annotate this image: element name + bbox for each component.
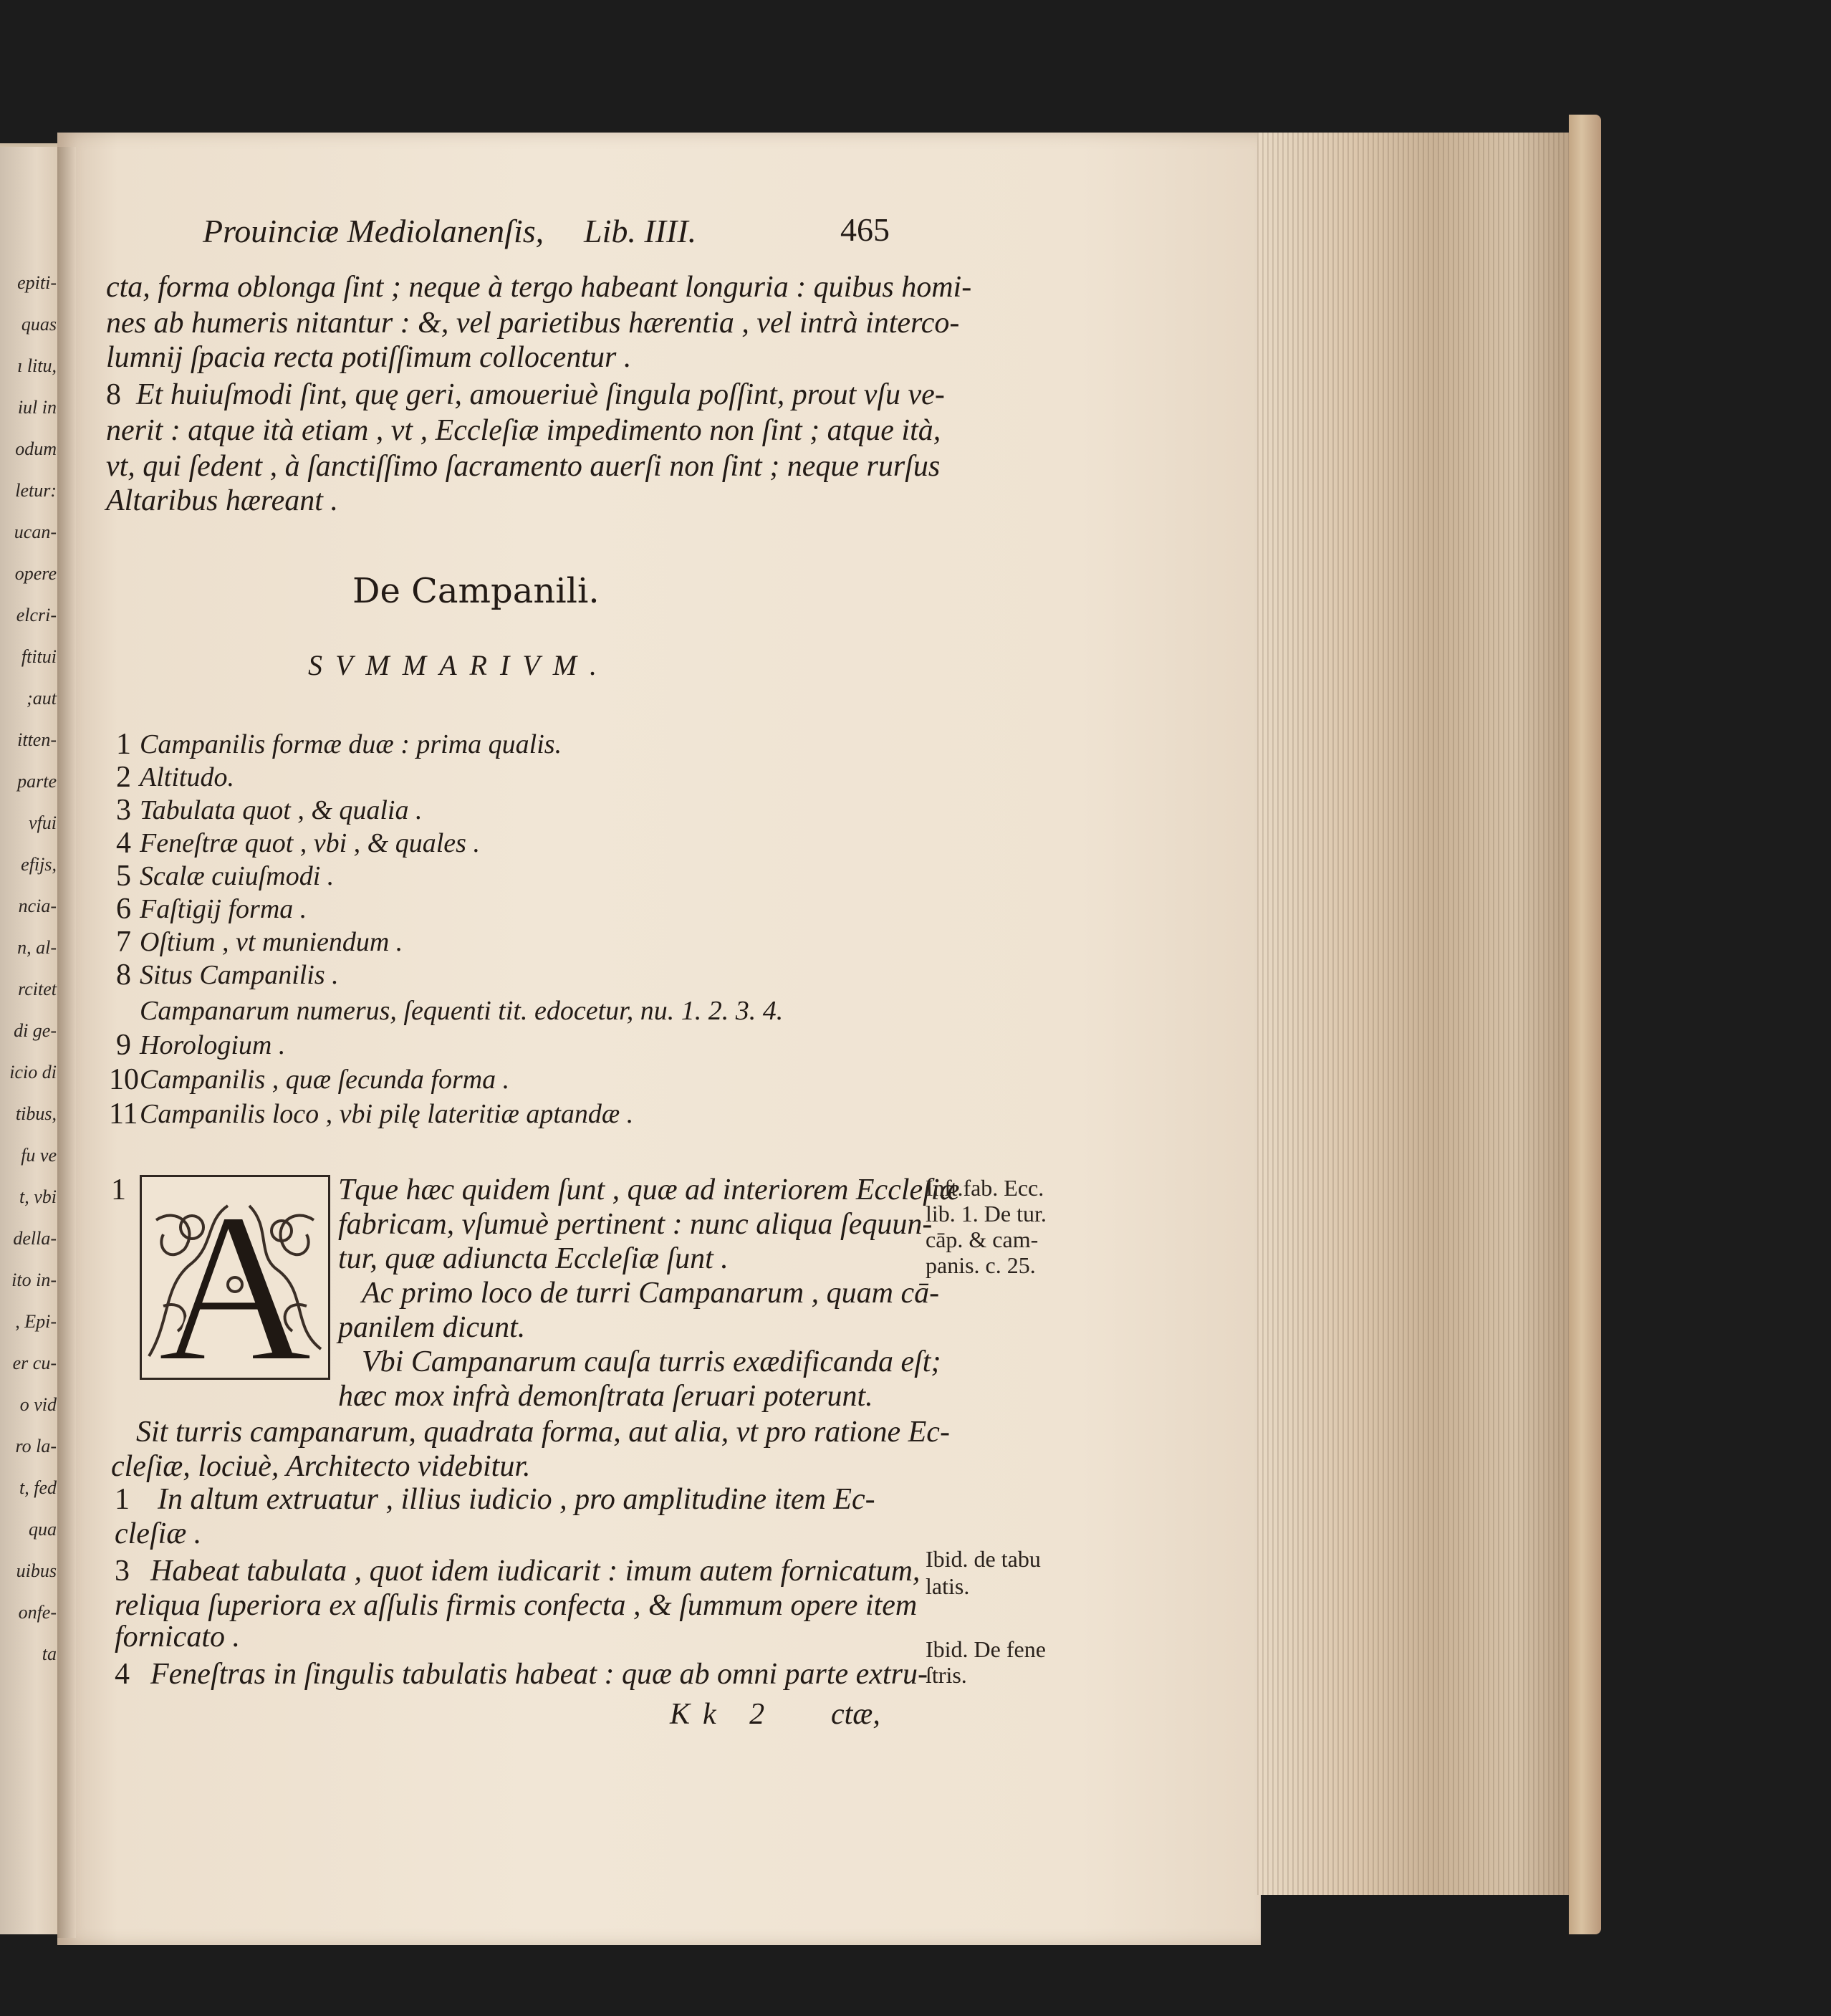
summary-item-number: 5 (116, 860, 131, 893)
body-line: Habeat tabulata , quot idem iudicarit : imum autem fornicatum, (150, 1555, 921, 1588)
body-line: In altum extruatur , illius iudicio , pro amplitudine item Ec- (158, 1483, 875, 1516)
previous-page-fragment: itten- (17, 729, 57, 750)
book-cover-edge (1569, 115, 1601, 1934)
margin-note-line: Ibid. de tabu (926, 1546, 1041, 1572)
previous-page-fragment: uibus (16, 1560, 57, 1581)
paragraph-number: 1 (115, 1483, 130, 1516)
previous-page-fragment: o vid (19, 1394, 57, 1415)
running-head-title: Prouinciæ Mediolanenſis, (203, 213, 544, 249)
summary-item-number: 7 (116, 926, 131, 959)
previous-page-fragment: opere (14, 563, 57, 584)
summary-heading: SVMMARIVM. (308, 649, 610, 681)
summary-item: Situs Campanilis . (140, 960, 339, 990)
body-line: Sit turris campanarum, quadrata forma, aut alia, vt pro ratione Ec- (136, 1416, 950, 1449)
previous-page-fragment: qua (29, 1519, 57, 1540)
summary-item-number: 6 (116, 893, 131, 926)
body-line: lumnij ſpacia recta potiſſimum collocentur . (106, 341, 632, 374)
previous-page-fragment: vfui (29, 812, 57, 833)
previous-page-fragment: tibus, (15, 1103, 57, 1124)
body-line: vt, qui ſedent , à ſanctiſſimo ſacramento auerſi non ſint ; neque rurſus (106, 450, 941, 483)
margin-note-line: latis. (926, 1573, 970, 1599)
summary-item: Campanilis loco , vbi pilę lateritiæ aptandæ . (140, 1099, 634, 1129)
summary-item: Scalæ cuiuſmodi . (140, 861, 335, 891)
page-number: 465 (840, 211, 890, 248)
previous-page-edge (0, 147, 61, 1934)
summary-item: Tabulata quot , & qualia . (140, 795, 423, 825)
summary-item: Feneſtræ quot , vbi , & quales . (140, 828, 480, 858)
previous-page-fragment: icio di (9, 1062, 57, 1083)
summary-item-number: 9 (116, 1029, 131, 1062)
summary-item-number: 10 (109, 1063, 139, 1096)
margin-note-line: Ibid. De fene (926, 1636, 1046, 1662)
body-line: nerit : atque ità etiam , vt , Eccleſiæ impedimento non ſint ; atque ità, (106, 414, 941, 447)
summary-item: Campanilis , quæ ſecunda forma . (140, 1065, 510, 1095)
previous-page-fragment: er cu- (12, 1353, 57, 1373)
previous-page-fragment: onfe- (18, 1602, 57, 1623)
previous-page-fragment: parte (17, 771, 57, 792)
margin-note-line: Inſt.fab. Ecc. (926, 1175, 1044, 1201)
previous-page-fragment: di ge- (14, 1020, 57, 1041)
body-line: Feneſtras in ſingulis tabulatis habeat : quæ ab omni parte extru- (150, 1658, 928, 1691)
running-head-book: Lib. IIII. (584, 213, 697, 249)
body-line: tur, quæ adiuncta Eccleſiæ ſunt . (338, 1242, 729, 1275)
body-line: hæc mox infrà demonſtrata ſeruari poterunt. (338, 1380, 873, 1413)
summary-item: Oſtium , vt muniendum . (140, 927, 403, 957)
previous-page-fragment: , Epi- (15, 1311, 57, 1332)
previous-page-fragment: fu ve (21, 1145, 57, 1166)
summary-item-number: 2 (116, 761, 131, 794)
previous-page-fragment: efijs, (21, 854, 57, 875)
paragraph-number: 8 (106, 378, 121, 411)
previous-page-fragment: epiti- (17, 272, 57, 293)
signature-mark: Kk 2 (670, 1698, 778, 1731)
previous-page-fragment: odum (15, 438, 57, 459)
page-block-fore-edge (1257, 133, 1580, 1895)
previous-page-fragment: iul in (17, 397, 57, 418)
previous-page-fragment: ucan- (14, 522, 57, 542)
previous-page-fragment: letur: (15, 480, 57, 501)
previous-page-fragment: elcri- (16, 605, 57, 625)
previous-page-fragment: ı litu, (17, 355, 57, 376)
initial-letter: A (157, 1177, 313, 1378)
margin-note-line: panis. c. 25. (926, 1252, 1036, 1278)
summary-item: Campanilis formæ duæ : prima qualis. (140, 729, 562, 759)
previous-page-fragment: ncia- (18, 896, 57, 916)
margin-note-line: ſtris. (926, 1662, 967, 1688)
page-gutter (57, 147, 76, 1938)
summary-item: Altitudo. (140, 762, 234, 792)
body-line: fabricam, vſumuè pertinent : nunc aliqua ſequun- (338, 1208, 933, 1241)
summary-item-number: 4 (116, 827, 131, 860)
body-line: Et huiuſmodi ſint, quę geri, amoueriuè ſingula poſſint, prout vſu ve- (136, 378, 945, 411)
body-line: Tque hæc quidem ſunt , quæ ad interiorem Eccleſiæ (338, 1173, 960, 1206)
paragraph-number: 3 (115, 1555, 130, 1588)
previous-page-fragment: quas (21, 314, 57, 335)
section-title: De Campanili. (352, 571, 600, 611)
summary-item: Faſtigij forma . (140, 894, 307, 924)
body-line: Altaribus hæreant . (106, 484, 338, 517)
summary-item: Horologium . (140, 1030, 286, 1060)
paragraph-number: 4 (115, 1658, 130, 1691)
body-line: panilem dicunt. (338, 1311, 526, 1344)
previous-page-fragment: rcitet (18, 979, 57, 999)
summary-item-number: 11 (109, 1098, 138, 1131)
previous-page-fragment: t, vbi (19, 1186, 57, 1207)
body-line: Vbi Campanarum cauſa turris exædificanda eſt; (362, 1345, 941, 1378)
margin-note-line: lib. 1. De tur. (926, 1201, 1047, 1227)
body-line: fornicato . (115, 1621, 240, 1653)
previous-page-fragment: ta (42, 1643, 57, 1664)
body-line: cleſiæ . (115, 1517, 202, 1550)
summary-note: Campanarum numerus, ſequenti tit. edocetur, nu. 1. 2. 3. 4. (140, 996, 784, 1026)
previous-page-fragment: della- (13, 1228, 57, 1249)
catchword: ctæ, (831, 1698, 880, 1731)
summary-item-number: 3 (116, 794, 131, 827)
previous-page-fragment: t, fed (19, 1477, 57, 1498)
previous-page-fragment: ito in- (11, 1269, 57, 1290)
floral-ornament-icon (142, 1177, 328, 1378)
decorated-initial (140, 1175, 330, 1380)
body-line: cta, forma oblonga ſint ; neque à tergo habeant longuria : quibus homi- (106, 271, 972, 304)
body-line: nes ab humeris nitantur : &, vel parietibus hærentia , vel intrà interco- (106, 307, 960, 340)
margin-note-line: cāp. & cam- (926, 1227, 1039, 1252)
paragraph-number: 1 (111, 1173, 126, 1206)
body-line: reliqua ſuperiora ex aſſulis firmis confecta , & ſummum opere item (115, 1589, 918, 1622)
summary-item-number: 1 (116, 728, 131, 761)
body-line: Ac primo loco de turri Campanarum , quam cā- (362, 1277, 940, 1310)
previous-page-fragment: ro la- (15, 1436, 57, 1456)
body-line: cleſiæ, lociuè, Architecto videbitur. (111, 1450, 531, 1483)
previous-page-fragment: ftitui (21, 646, 57, 667)
previous-page-fragment: ;aut (27, 688, 57, 709)
summary-item-number: 8 (116, 959, 131, 992)
previous-page-fragment: n, al- (17, 937, 57, 958)
